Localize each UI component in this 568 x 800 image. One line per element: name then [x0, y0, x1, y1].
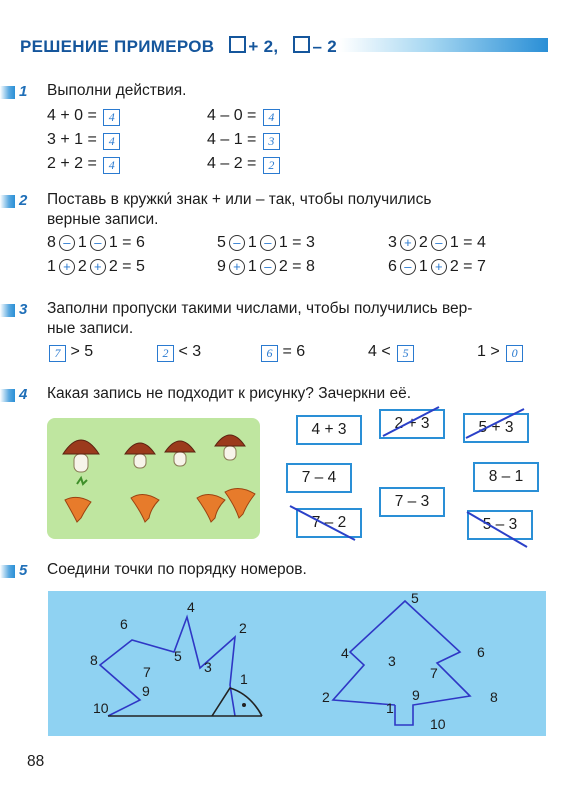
sign-circle[interactable]: – [260, 235, 276, 251]
answer-box[interactable]: 2 [263, 157, 280, 174]
dot-label: 1 [386, 700, 394, 716]
task3-item: 1 > 0 [477, 343, 523, 362]
sign-circle[interactable]: – [400, 259, 416, 275]
sign-circle[interactable]: + [59, 259, 75, 275]
sign-circle[interactable]: – [229, 235, 245, 251]
dot-label: 1 [240, 671, 248, 687]
task3-number: 3 [19, 301, 28, 318]
task2-text-line1: Поставь в кружки́ знак + или – так, чтобы получились [47, 191, 432, 208]
task2-eq: 1 + 2 + 2 = 5 [47, 258, 145, 275]
dot-label: 10 [430, 716, 446, 732]
record-card-crossed[interactable]: 5 – 3 [467, 510, 533, 540]
task2-eq: 8 – 1 – 1 = 6 [47, 234, 145, 251]
sign-circle[interactable]: + [431, 259, 447, 275]
task1-eq: 4 – 2 = 2 [207, 155, 280, 174]
task1-eq: 4 – 1 = 3 [207, 131, 280, 150]
task2-number: 2 [19, 192, 28, 209]
answer-box[interactable]: 4 [103, 157, 120, 174]
task1-eq: 2 + 2 = 4 [47, 155, 120, 174]
hedgehog-eye-icon [242, 703, 246, 707]
answer-box[interactable]: 4 [103, 109, 120, 126]
title-text: РЕШЕНИЕ ПРИМЕРОВ [20, 37, 215, 56]
dot-label: 5 [411, 590, 419, 606]
task4-number: 4 [19, 386, 28, 403]
task3-item: 7 > 5 [47, 343, 93, 362]
dot-label: 2 [239, 620, 247, 636]
task1-eq: 3 + 1 = 4 [47, 131, 120, 150]
task1-text: Выполни действия. [47, 82, 187, 99]
task1-number: 1 [19, 83, 28, 100]
dot-label: 8 [490, 689, 498, 705]
sign-circle[interactable]: – [260, 259, 276, 275]
task1-eq: 4 – 0 = 4 [207, 107, 280, 126]
task3-item: 4 < 5 [368, 343, 414, 362]
answer-box[interactable]: 4 [103, 133, 120, 150]
record-card-crossed[interactable]: 2 + 3 [379, 409, 445, 439]
hedgehog-head [212, 688, 262, 716]
record-card[interactable]: 7 – 3 [379, 487, 445, 517]
record-card[interactable]: 7 – 4 [286, 463, 352, 493]
record-card-crossed[interactable]: 7 – 2 [296, 508, 362, 538]
dot-label: 9 [412, 687, 420, 703]
dot-label: 3 [204, 659, 212, 675]
dot-label: 6 [120, 616, 128, 632]
dot-label: 5 [174, 648, 182, 664]
dot-label: 8 [90, 652, 98, 668]
title-op-minus: – 2 [312, 37, 337, 56]
answer-box[interactable]: 4 [263, 109, 280, 126]
answer-box[interactable]: 3 [263, 133, 280, 150]
answer-box[interactable]: 5 [397, 345, 414, 362]
dot-label: 4 [341, 645, 349, 661]
sign-circle[interactable]: – [59, 235, 75, 251]
tree-outline [333, 601, 470, 725]
task2-text-line2: верные записи. [47, 211, 159, 228]
sign-circle[interactable]: – [90, 235, 106, 251]
dot-label: 7 [430, 665, 438, 681]
sign-circle[interactable]: + [400, 235, 416, 251]
task2-eq: 6 – 1 + 2 = 7 [388, 258, 486, 275]
answer-box[interactable]: 2 [157, 345, 174, 362]
answer-box[interactable]: 6 [261, 345, 278, 362]
record-card-crossed[interactable]: 5 + 3 [463, 413, 529, 443]
task2-eq: 9 + 1 – 2 = 8 [217, 258, 315, 275]
dot-label: 2 [322, 689, 330, 705]
dot-label: 9 [142, 683, 150, 699]
answer-box[interactable]: 7 [49, 345, 66, 362]
task2-eq: 5 – 1 – 1 = 3 [217, 234, 315, 251]
title-op-plus: + 2, [248, 37, 279, 56]
task5-number: 5 [19, 562, 28, 579]
dot-label: 7 [143, 664, 151, 680]
task3-text-line1: Заполни пропуски такими числами, чтобы получились вер- [47, 300, 473, 317]
record-card[interactable]: 4 + 3 [296, 415, 362, 445]
answer-box[interactable]: 0 [506, 345, 523, 362]
task2-eq: 3 + 2 – 1 = 4 [388, 234, 486, 251]
task3-item: 2 < 3 [155, 343, 201, 362]
dot-label: 3 [388, 653, 396, 669]
page-number: 88 [27, 753, 45, 770]
dot-label: 6 [477, 644, 485, 660]
sign-circle[interactable]: + [90, 259, 106, 275]
task5-text: Соедини точки по порядку номеров. [47, 561, 307, 578]
dot-label: 4 [187, 599, 195, 615]
task4-text: Какая запись не подходит к рисунку? Зачеркни её. [47, 385, 412, 402]
sign-circle[interactable]: – [431, 235, 447, 251]
record-card[interactable]: 8 – 1 [473, 462, 539, 492]
task1-eq: 4 + 0 = 4 [47, 107, 120, 126]
dot-label: 10 [93, 700, 109, 716]
task3-text-line2: ные записи. [47, 320, 134, 337]
sign-circle[interactable]: + [229, 259, 245, 275]
task3-item: 6 = 6 [259, 343, 305, 362]
